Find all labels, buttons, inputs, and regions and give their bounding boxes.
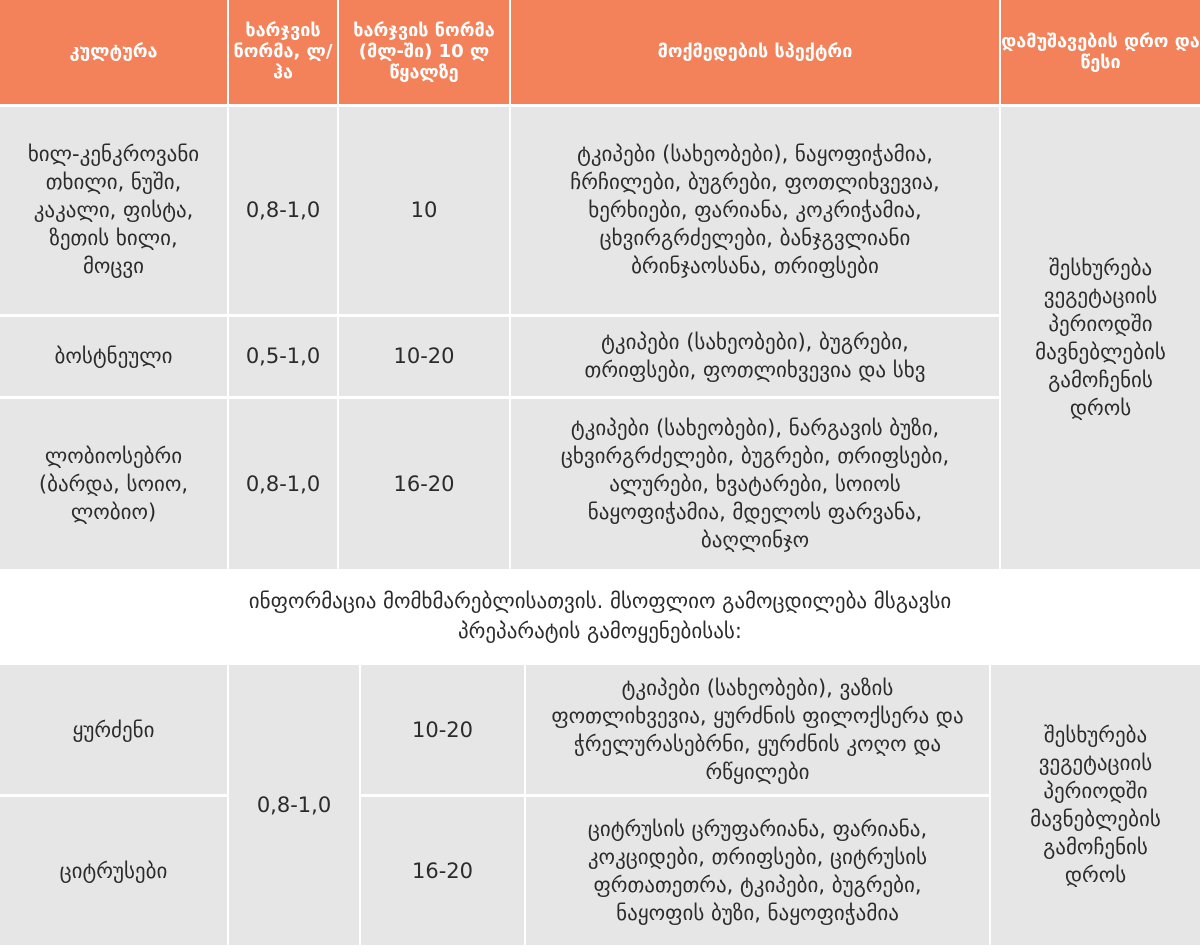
header-rate-lha-label: ხარჯვის ნორმა, ლ/ჰა	[233, 20, 333, 84]
rate-ml-cell	[338, 397, 510, 569]
culture-cell	[0, 664, 228, 796]
culture-cell	[0, 397, 228, 569]
spectrum-cell	[510, 397, 1000, 569]
rate-lha-value: 0,8-1,0	[256, 792, 332, 817]
world-experience-table	[0, 662, 1200, 945]
spectrum-cell	[510, 105, 1000, 315]
timing-cell	[1000, 105, 1200, 569]
header-spectrum	[510, 0, 1000, 105]
spectrum-text: ციტრუსის ცრუფარიანა, ფარიანა, კოკციდები, თრიფსები, ციტრუსის ფრთათეთრა, ტკიპები, ბუგრები, ნაყოფის ბუზი, ნაყოფიჭამია	[587, 816, 928, 925]
culture-label: ლობიოსებრი (ბარდა, სოიო, ლობიო)	[38, 443, 189, 524]
note-line-1: ინფორმაცია მომხმარებლისათვის. მსოფლიო გამოცდილება მსგავსი	[248, 588, 952, 613]
rate-ml-value: 16-20	[411, 858, 474, 883]
spectrum-text: ტკიპები (სახეობები), ნაყოფიჭამია, ჩრჩილები, ბუგრები, ფოთლიხვევია, ხერხიები, ფარიანა, კოკრიჭამია, ცხვირგრძელები, ბანჯგვლიანი ბრინჯაოსანა, თრიფსები	[570, 142, 940, 278]
culture-cell	[0, 105, 228, 315]
culture-label: ყურძენი	[72, 717, 155, 742]
culture-cell	[0, 796, 228, 945]
rate-lha-value: 0,8-1,0	[245, 198, 321, 222]
rate-ml-cell	[338, 315, 510, 397]
table-row	[0, 664, 1200, 796]
rate-lha-cell	[228, 315, 338, 397]
table-row	[0, 105, 1200, 315]
rate-lha-cell	[228, 397, 338, 569]
timing-cell	[990, 664, 1200, 945]
header-culture-label: კულტურა	[69, 41, 158, 63]
culture-cell	[0, 315, 228, 397]
header-timing-label: დამუშავების დრო და წესი	[1001, 30, 1200, 73]
rate-ml-value: 16-20	[393, 471, 455, 496]
rate-ml-cell	[338, 105, 510, 315]
spectrum-text: ტკიპები (სახეობები), ნარგავის ბუზი, ცხვირგრძელები, ბუგრები, თრიფსები, ალურები, ხვატარები, სოიოს ნაყოფიჭამია, მდელოს ფარვანა, ბაღლინჯო	[560, 415, 950, 552]
spectrum-cell	[510, 315, 1000, 397]
timing-text: შესხურება ვეგეტაციის პერიოდში მავნებლების გამოჩენის დროს	[1035, 255, 1166, 420]
spectrum-cell	[525, 796, 990, 945]
rate-ml-cell	[360, 664, 525, 796]
spectrum-cell	[525, 664, 990, 796]
timing-text: შესხურება ვეგეტაციის პერიოდში მავნებლების გამოჩენის დროს	[1030, 722, 1161, 887]
header-culture	[0, 0, 228, 105]
header-rate-ml-label: ხარჯვის ნორმა (მლ-ში) 10 ლ წყალზე	[353, 20, 495, 84]
rate-lha-cell	[228, 105, 338, 315]
spectrum-text: ტკიპები (სახეობები), ბუგრები, თრიფსები, ფოთლიხვევია და სხვ	[584, 330, 926, 382]
header-spectrum-label: მოქმედების სპექტრი	[657, 41, 853, 63]
header-rate-lha	[228, 0, 338, 105]
spectrum-text: ტკიპები (სახეობები), ვაზის ფოთლიხვევია, ყურძნის ფილოქსერა და ჭრელურასებრნი, ყურძნის კოღო და რწყილები	[551, 675, 964, 784]
rate-ml-value: 10-20	[393, 344, 455, 368]
note-line-2: პრეპარატის გამოყენებისას:	[458, 618, 742, 643]
rate-ml-value: 10-20	[411, 717, 474, 742]
rate-ml-value: 10	[410, 198, 438, 222]
rate-ml-cell	[360, 796, 525, 945]
culture-label: ხილ-კენკროვანი თხილი, ნუში, კაკალი, ფისტა, ზეთის ხილი, მოცვი	[27, 142, 200, 278]
culture-label: ბოსტნეული	[54, 344, 173, 368]
header-timing	[1000, 0, 1200, 105]
header-rate-ml	[338, 0, 510, 105]
rate-lha-cell	[228, 664, 360, 945]
user-info-note	[0, 569, 1200, 662]
rate-lha-value: 0,5-1,0	[245, 344, 321, 368]
rate-lha-value: 0,8-1,0	[245, 471, 321, 496]
culture-label: ციტრუსები	[59, 858, 168, 883]
